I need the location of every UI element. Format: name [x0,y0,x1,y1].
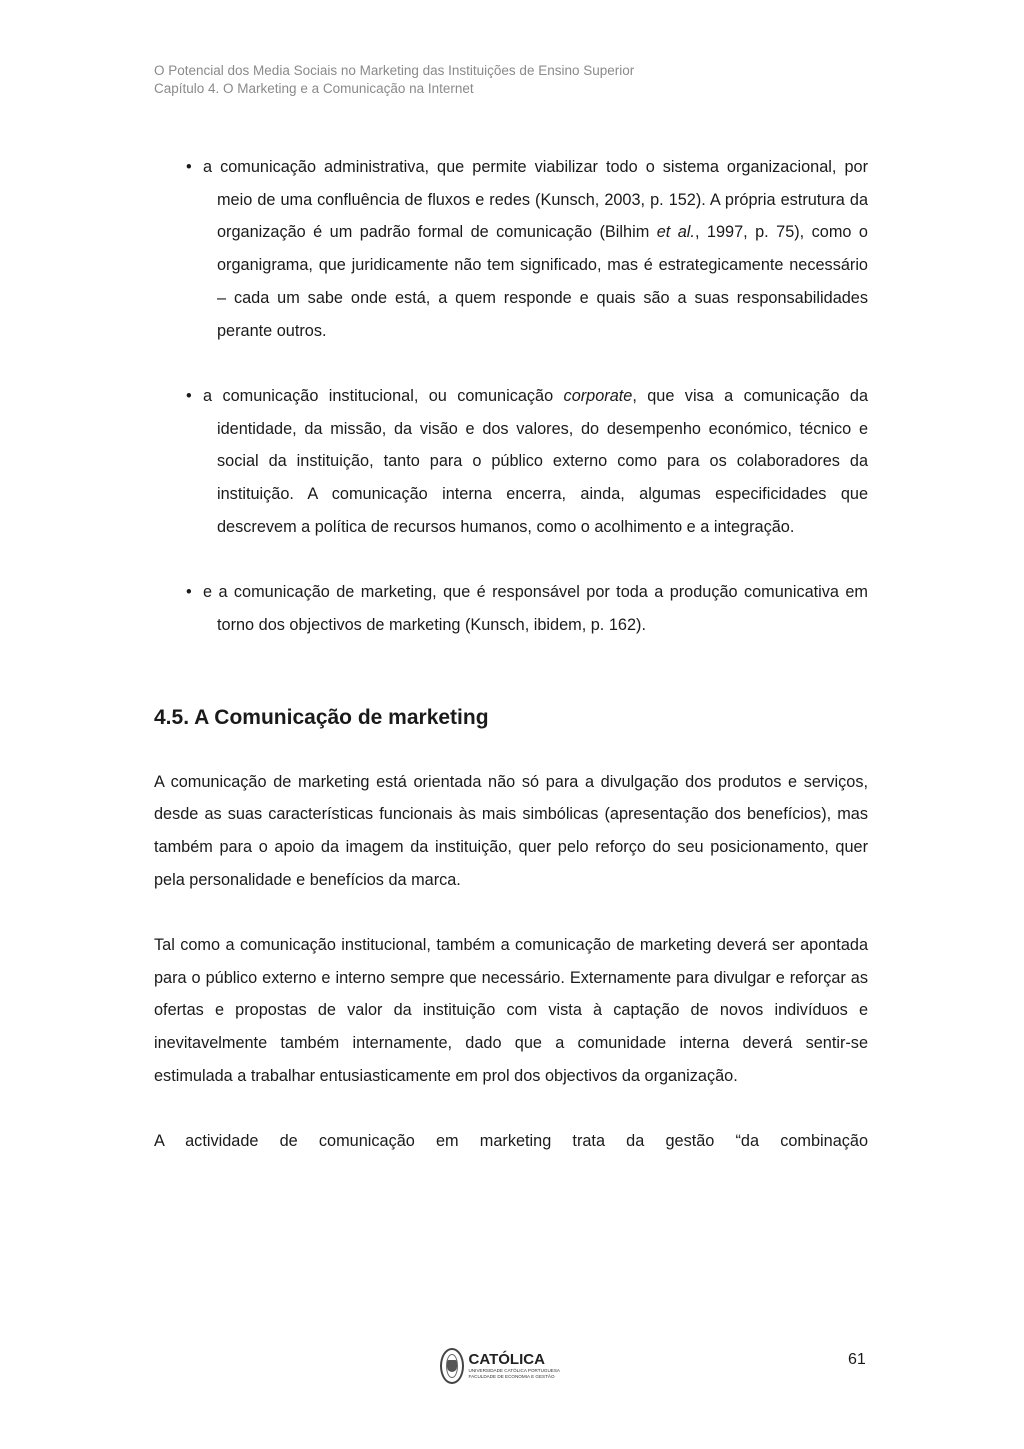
running-header [154,62,634,98]
logo-text [469,1352,560,1380]
list-item: • e a comunicação de marketing, que é responsável por toda a produção comunicativa em torno dos objectivos de marketing (Kunsch, ibidem, p. 162). [154,576,868,641]
list-item: • a comunicação institucional, ou comunicação corporate, que visa a comunicação da identidade, da missão, da visão e dos valores, do desempenho económico, técnico e social da instituição, tanto para o público externo como para os colaboradores da instituição. A comunicação interna encerra, ainda, algumas especificidades que descrevem a política de recursos humanos, como o acolhimento e a integração. [154,380,868,544]
header-title: O Potencial dos Media Sociais no Marketing das Instituições de Ensino Superior [154,63,635,78]
paragraph: A actividade de comunicação em marketing trata da gestão “da combinação [154,1132,868,1151]
paragraph: Tal como a comunicação institucional, também a comunicação de marketing deverá ser apontada para o público externo e interno sempre que necessário. Externamente para divulgar e reforçar as ofertas e propostas de valor da instituição com vista à captação de novos indivíduos e inevitavelmente também internamente, dado que a comunidade interna deverá sentir-se estimulada a trabalhar entusiasticamente em prol dos objectivos da organização. [154,936,868,1085]
logo-name: CATÓLICA [468,1351,545,1368]
bullet-icon: • [186,158,192,176]
seal-icon [440,1348,464,1384]
university-logo [440,1343,560,1389]
list-item: • a comunicação administrativa, que permite viabilizar todo o sistema organizacional, por meio de uma confluência de fluxos e redes (Kunsch, 2003, p. 152). A própria estrutura da organização é um padrão formal de comunicação (Bilhim et al., 1997, p. 75), como o organigrama, que juridicamente não tem significado, mas é estrategicamente necessário – cada um sabe onde está, a quem responde e quais são a suas responsabilidades perante outros. [154,151,868,347]
logo-subtitle-1: UNIVERSIDADE CATÓLICA PORTUGUESA [468,1368,560,1373]
bullet-icon: • [186,583,192,602]
section-heading: 4.5. A Comunicação de marketing [154,705,489,729]
bullet-list [154,151,868,642]
page-number: 61 [848,1351,866,1368]
bullet-icon: • [186,386,192,405]
logo-subtitle-2: FACULDADE DE ECONOMIA E GESTÃO [468,1374,555,1379]
page-body [154,151,868,1158]
paragraph: A comunicação de marketing está orientada não só para a divulgação dos produtos e serviços, desde as suas características funcionais às mais simbólicas (apresentação dos benefícios), mas também para o apoio da imagem da instituição, quer pelo reforço do seu posicionamento, quer pela personalidade e benefícios da marca. [154,772,868,889]
header-chapter: Capítulo 4. O Marketing e a Comunicação na Internet [154,81,474,96]
